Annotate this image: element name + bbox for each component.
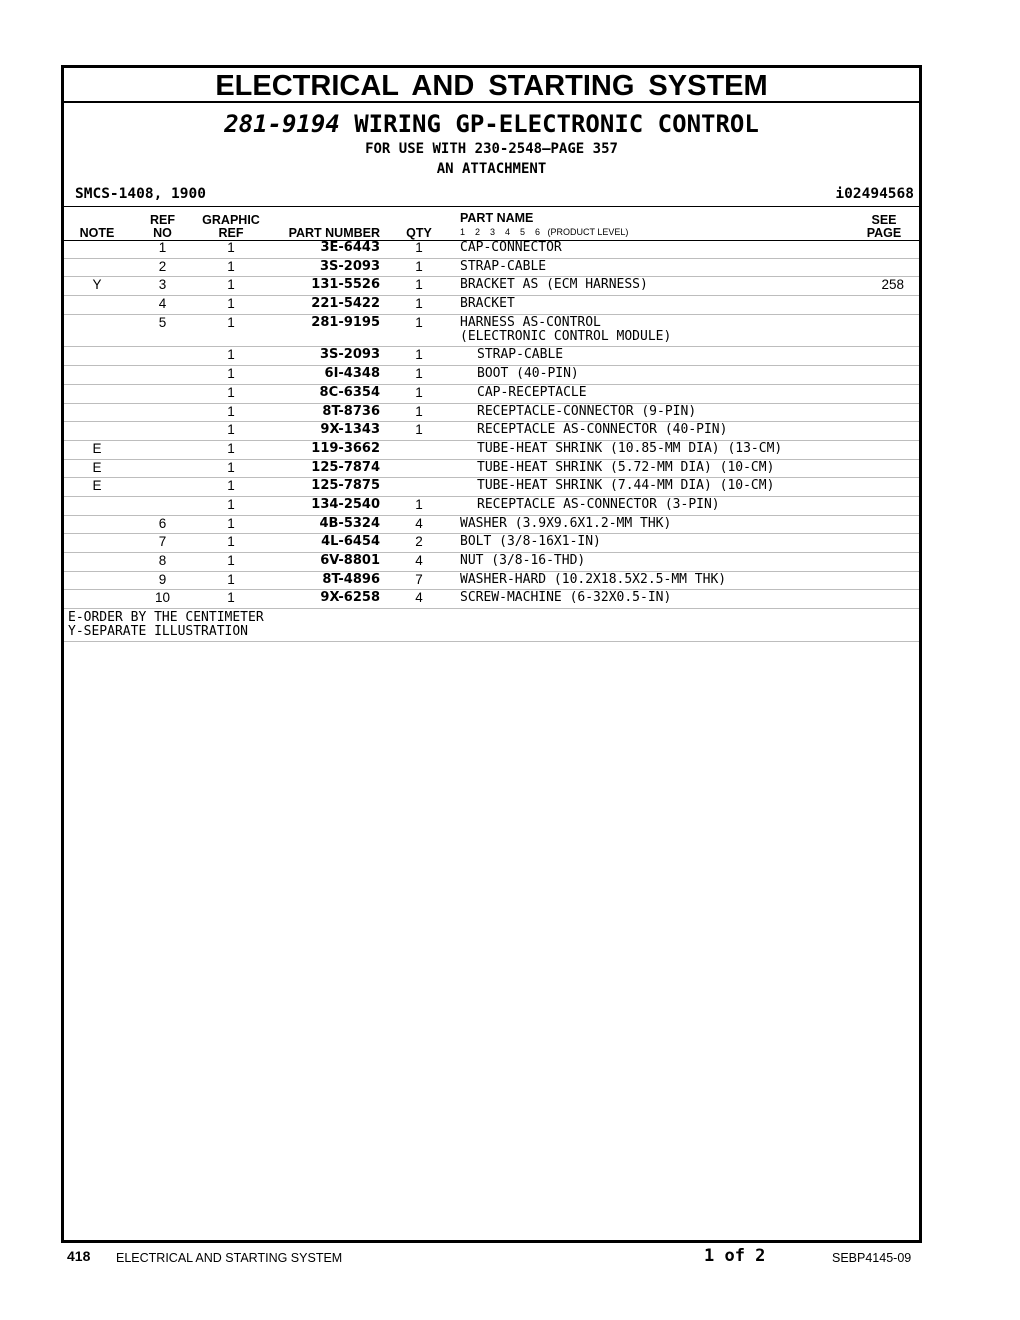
part-number-cell: 3S-2093 (320, 347, 380, 363)
footnote: Y-SEPARATE ILLUSTRATION (68, 624, 249, 640)
part-name-cell: CAP-RECEPTACLE (477, 384, 587, 400)
part-name-cell: WASHER (3.9X9.6X1.2-MM THK) (460, 515, 672, 531)
graphic-ref-cell: 1 (227, 314, 235, 330)
graphic-ref-cell: 1 (227, 366, 235, 382)
graphic-ref-cell: 1 (227, 571, 235, 587)
graphic-ref-cell: 1 (227, 296, 235, 312)
part-number-cell: 8T-4896 (322, 571, 380, 587)
graphic-ref-cell: 1 (227, 440, 235, 456)
part-name-cell: STRAP-CABLE (477, 347, 564, 363)
table-row (64, 277, 919, 296)
qty-cell: 1 (415, 240, 423, 255)
table-row (64, 385, 919, 404)
part-name-cell: RECEPTACLE-CONNECTOR (9-PIN) (477, 403, 697, 419)
footnotes (64, 609, 919, 642)
ref-no-cell: 8 (158, 553, 167, 568)
graphic-ref-cell: 1 (227, 590, 235, 606)
graphic-ref-cell: 1 (227, 422, 235, 438)
part-name-cell: RECEPTACLE AS-CONNECTOR (3-PIN) (477, 496, 720, 512)
note-cell: Y (92, 277, 102, 293)
group-subtitle-usage: FOR USE WITH 230-2548—PAGE 357 (365, 141, 618, 157)
part-number-cell: 119-3662 (311, 440, 380, 456)
group-name: WIRING GP-ELECTRONIC CONTROL (354, 110, 759, 138)
part-name-cell: STRAP-CABLE (460, 258, 547, 274)
part-number-cell: 134-2540 (311, 496, 380, 512)
table-row (64, 441, 919, 460)
qty-cell: 1 (415, 403, 423, 419)
qty-cell: 1 (415, 314, 423, 330)
part-name-cell: TUBE-HEAT SHRINK (5.72-MM DIA) (10-CM) (477, 459, 775, 475)
ref-no-cell: 5 (158, 314, 167, 330)
part-number-cell: 9X-6258 (320, 590, 380, 606)
qty-cell: 1 (415, 384, 423, 400)
qty-cell: 4 (415, 553, 423, 568)
graphic-ref-cell: 1 (227, 277, 235, 293)
header-graphic-ref: GRAPHIC REF (202, 213, 260, 240)
graphic-ref-cell: 1 (227, 478, 235, 494)
table-row (64, 516, 919, 535)
graphic-ref-cell: 1 (227, 459, 235, 475)
page-frame (61, 65, 922, 1243)
footer-sheet: 1 of 2 (704, 1246, 766, 1266)
ref-no-cell: 2 (158, 258, 167, 274)
part-number-cell: 281-9195 (311, 314, 380, 330)
graphic-ref-cell: 1 (227, 515, 235, 531)
page-footer (0, 1247, 1020, 1267)
part-name-cell: BOLT (3/8-16X1-IN) (460, 534, 601, 550)
ref-no-cell: 4 (158, 296, 167, 312)
qty-cell: 4 (415, 590, 423, 606)
qty-cell: 1 (415, 277, 423, 293)
table-row (64, 534, 919, 553)
qty-cell: 1 (415, 347, 423, 363)
qty-cell: 1 (415, 258, 423, 274)
part-number-cell: 6I-4348 (324, 366, 380, 382)
group-title (64, 110, 919, 138)
part-name-cell: TUBE-HEAT SHRINK (7.44-MM DIA) (10-CM) (477, 478, 775, 494)
part-name-cell: CAP-CONNECTOR (460, 240, 562, 255)
header-qty: QTY (406, 226, 432, 240)
part-number-cell: 221-5422 (311, 296, 380, 312)
part-name-cell: BOOT (40-PIN) (477, 366, 579, 382)
graphic-ref-cell: 1 (227, 496, 235, 512)
qty-cell: 1 (415, 422, 423, 438)
ref-no-cell: 6 (158, 515, 167, 531)
qty-cell: 4 (415, 515, 423, 531)
table-row (64, 347, 919, 366)
see-page-cell: 258 (881, 277, 904, 293)
graphic-ref-cell: 1 (227, 553, 235, 568)
part-number-cell: 125-7874 (311, 459, 380, 475)
part-number-cell: 3E-6443 (320, 240, 380, 255)
qty-cell: 1 (415, 296, 423, 312)
ref-no-cell: 1 (158, 240, 167, 255)
part-number-cell: 4B-5324 (319, 515, 380, 531)
header-product-levels: 1 2 3 4 5 6 (PRODUCT LEVEL) (460, 227, 629, 237)
group-number: 281-9194 (224, 110, 340, 138)
smcs-code: SMCS-1408, 1900 (75, 186, 206, 202)
ref-no-cell: 10 (154, 590, 171, 606)
part-number-cell: 6V-8801 (320, 553, 380, 568)
graphic-ref-cell: 1 (227, 384, 235, 400)
table-row (64, 366, 919, 385)
footer-document-number: SEBP4145-09 (832, 1251, 912, 1265)
part-number-cell: 9X-1343 (320, 422, 380, 438)
group-subtitle-type: AN ATTACHMENT (436, 161, 547, 177)
graphic-ref-cell: 1 (227, 347, 235, 363)
part-name-cell: BRACKET AS (ECM HARNESS) (460, 277, 648, 293)
table-row (64, 590, 919, 609)
footer-page-number: 418 (67, 1248, 91, 1264)
table-row (64, 497, 919, 516)
part-name-cell: HARNESS AS-CONTROL (ELECTRONIC CONTROL MODULE) (460, 314, 672, 344)
part-number-cell: 125-7875 (311, 478, 380, 494)
part-number-cell: 4L-6454 (321, 534, 380, 550)
header-see-page: SEE PAGE (866, 213, 902, 240)
ref-no-cell: 7 (158, 534, 167, 550)
header-top-rule (64, 206, 919, 207)
table-row (64, 478, 919, 497)
header-note: NOTE (79, 226, 115, 240)
table-row (64, 259, 919, 278)
part-number-cell: 3S-2093 (320, 258, 380, 274)
note-cell: E (92, 459, 102, 475)
table-row (64, 315, 919, 348)
part-name-cell: BRACKET (460, 296, 515, 312)
table-row (64, 240, 919, 259)
header-part-name: PART NAME (460, 211, 534, 225)
qty-cell: 7 (415, 571, 423, 587)
part-name-cell: TUBE-HEAT SHRINK (10.85-MM DIA) (13-CM) (477, 440, 783, 456)
qty-cell: 2 (415, 534, 423, 550)
table-row (64, 460, 919, 479)
graphic-ref-cell: 1 (227, 240, 235, 255)
parts-list (64, 240, 919, 642)
note-cell: E (92, 440, 102, 456)
table-row (64, 572, 919, 591)
graphic-ref-cell: 1 (227, 258, 235, 274)
part-name-cell: WASHER-HARD (10.2X18.5X2.5-MM THK) (460, 571, 727, 587)
table-row (64, 553, 919, 572)
part-number-cell: 131-5526 (311, 277, 380, 293)
ref-no-cell: 9 (158, 571, 167, 587)
graphic-ref-cell: 1 (227, 534, 235, 550)
part-name-cell: SCREW-MACHINE (6-32X0.5-IN) (460, 590, 672, 606)
header-part-number: PART NUMBER (288, 226, 380, 240)
qty-cell: 1 (415, 366, 423, 382)
part-number-cell: 8C-6354 (319, 384, 380, 400)
table-row (64, 296, 919, 315)
part-name-cell: RECEPTACLE AS-CONNECTOR (40-PIN) (477, 422, 728, 438)
ref-no-cell: 3 (158, 277, 167, 293)
note-cell: E (92, 478, 102, 494)
table-row (64, 422, 919, 441)
footnote: E-ORDER BY THE CENTIMETER (68, 610, 264, 626)
table-row (64, 404, 919, 423)
header-ref-no: REF NO (150, 213, 175, 240)
graphic-ref-cell: 1 (227, 403, 235, 419)
section-title: ELECTRICAL AND STARTING SYSTEM (64, 68, 919, 103)
illustration-id: i02494568 (835, 186, 914, 202)
part-number-cell: 8T-8736 (322, 403, 380, 419)
footer-section: ELECTRICAL AND STARTING SYSTEM (116, 1251, 343, 1265)
part-name-cell: NUT (3/8-16-THD) (460, 553, 586, 568)
qty-cell: 1 (415, 496, 423, 512)
